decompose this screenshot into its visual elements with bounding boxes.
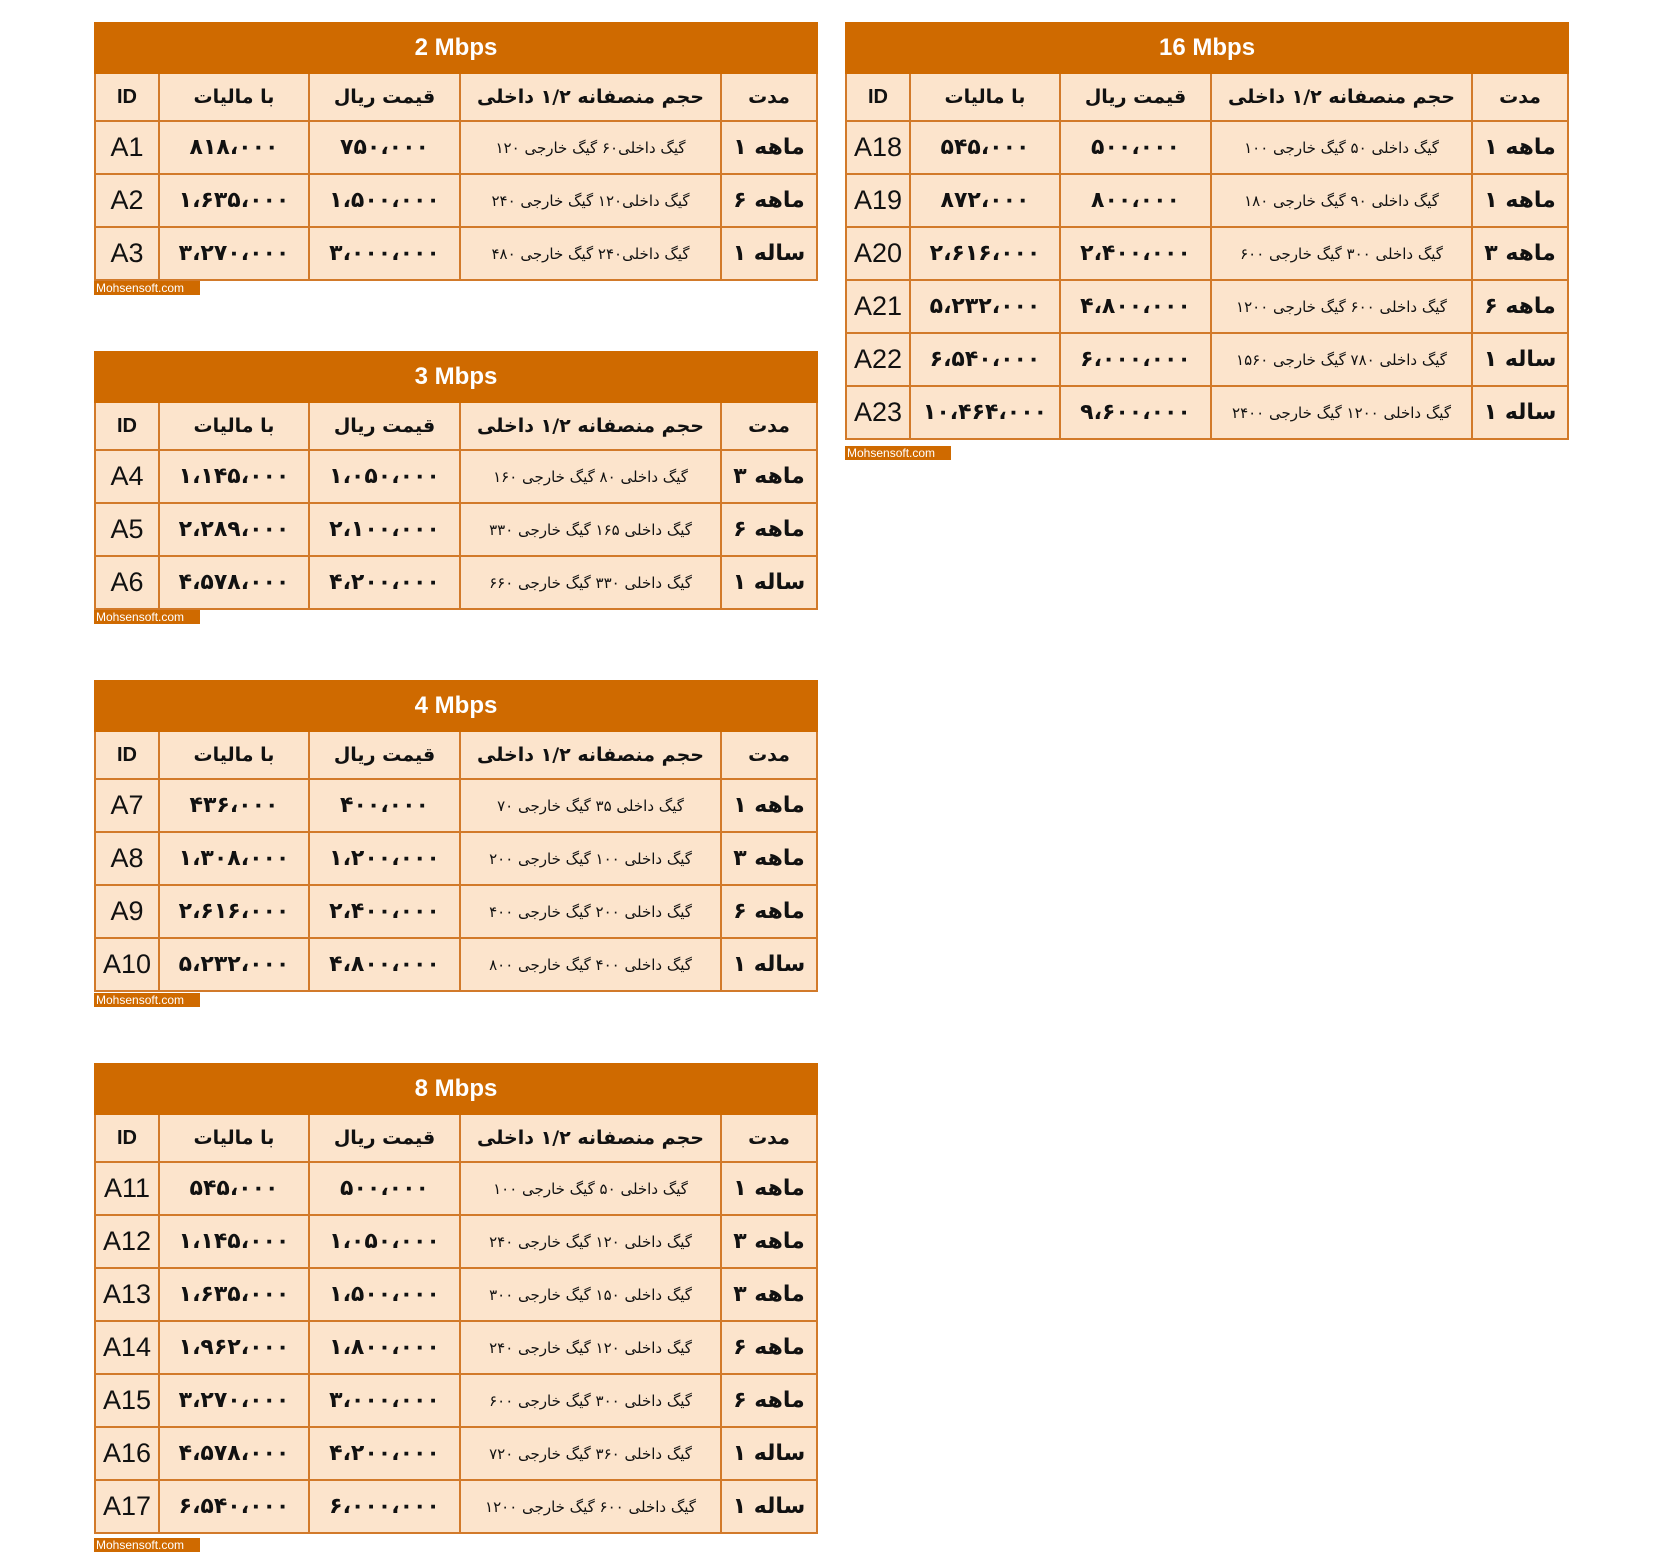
header-with-tax: با مالیات [159,73,309,121]
cell-id: A6 [95,556,159,609]
cell-price: ۷۵۰،۰۰۰ [309,121,460,174]
cell-duration: ۶ ماهه [721,1321,817,1374]
table-title: 8 Mbps [95,1064,817,1114]
table-row [95,885,817,938]
cell-duration: ۱ ماهه [1472,121,1568,174]
table-title: 4 Mbps [95,681,817,731]
cell-with-tax: ۱،۱۴۵،۰۰۰ [159,1215,309,1268]
cell-volume: ۷۰ گیگ داخلی ۳۵ گیگ خارجی [460,779,721,832]
cell-volume: ۱۲۰۰ گیگ داخلی ۶۰۰ گیگ خارجی [460,1480,721,1533]
header-fair-volume: حجم منصفانه ۱/۲ داخلی [460,731,721,779]
cell-price: ۹،۶۰۰،۰۰۰ [1060,386,1211,439]
table-row [95,779,817,832]
table-row [95,832,817,885]
cell-with-tax: ۲،۶۱۶،۰۰۰ [159,885,309,938]
cell-duration: ۱ ساله [1472,333,1568,386]
table-row [846,121,1568,174]
cell-price: ۶،۰۰۰،۰۰۰ [1060,333,1211,386]
cell-price: ۱،۰۵۰،۰۰۰ [309,450,460,503]
table-row [95,1215,817,1268]
header-with-tax: با مالیات [159,402,309,450]
cell-volume: ۱۲۰ گیگ داخلی۶۰ گیگ خارجی [460,121,721,174]
cell-with-tax: ۱۰،۴۶۴،۰۰۰ [910,386,1060,439]
cell-duration: ۶ ماهه [721,174,817,227]
cell-with-tax: ۵۴۵،۰۰۰ [910,121,1060,174]
cell-duration: ۳ ماهه [721,832,817,885]
cell-price: ۴،۸۰۰،۰۰۰ [309,938,460,991]
cell-price: ۴۰۰،۰۰۰ [309,779,460,832]
cell-price: ۲،۴۰۰،۰۰۰ [309,885,460,938]
cell-id: A5 [95,503,159,556]
cell-id: A8 [95,832,159,885]
cell-with-tax: ۵،۲۳۲،۰۰۰ [159,938,309,991]
cell-id: A4 [95,450,159,503]
cell-id: A21 [846,280,910,333]
cell-id: A11 [95,1162,159,1215]
cell-volume: ۳۰۰ گیگ داخلی ۱۵۰ گیگ خارجی [460,1268,721,1321]
cell-id: A10 [95,938,159,991]
cell-price: ۶،۰۰۰،۰۰۰ [309,1480,460,1533]
header-price-rial: قیمت ریال [309,1114,460,1162]
plan-table-3mbps [94,351,818,610]
table-row [95,227,817,280]
cell-price: ۴،۲۰۰،۰۰۰ [309,556,460,609]
cell-id: A3 [95,227,159,280]
cell-volume: ۸۰۰ گیگ داخلی ۴۰۰ گیگ خارجی [460,938,721,991]
cell-with-tax: ۱،۶۳۵،۰۰۰ [159,1268,309,1321]
cell-volume: ۱۵۶۰ گیگ داخلی ۷۸۰ گیگ خارجی [1211,333,1472,386]
table-row [846,333,1568,386]
cell-volume: ۶۶۰ گیگ داخلی ۳۳۰ گیگ خارجی [460,556,721,609]
cell-price: ۵۰۰،۰۰۰ [1060,121,1211,174]
cell-volume: ۷۲۰ گیگ داخلی ۳۶۰ گیگ خارجی [460,1427,721,1480]
table-row [95,503,817,556]
header-fair-volume: حجم منصفانه ۱/۲ داخلی [1211,73,1472,121]
header-fair-volume: حجم منصفانه ۱/۲ داخلی [460,1114,721,1162]
table-title: 16 Mbps [846,23,1568,73]
cell-id: A19 [846,174,910,227]
header-duration: مدت [721,73,817,121]
table-row [95,1374,817,1427]
cell-price: ۲،۱۰۰،۰۰۰ [309,503,460,556]
cell-price: ۱،۲۰۰،۰۰۰ [309,832,460,885]
plan-table-8mbps [94,1063,818,1534]
cell-duration: ۶ ماهه [721,1374,817,1427]
table-row [95,1268,817,1321]
cell-with-tax: ۱،۳۰۸،۰۰۰ [159,832,309,885]
cell-price: ۴،۲۰۰،۰۰۰ [309,1427,460,1480]
header-duration: مدت [1472,73,1568,121]
cell-with-tax: ۳،۲۷۰،۰۰۰ [159,227,309,280]
cell-volume: ۱۰۰ گیگ داخلی ۵۰ گیگ خارجی [1211,121,1472,174]
cell-with-tax: ۱،۶۳۵،۰۰۰ [159,174,309,227]
cell-with-tax: ۸۷۲،۰۰۰ [910,174,1060,227]
cell-id: A7 [95,779,159,832]
header-with-tax: با مالیات [910,73,1060,121]
cell-id: A14 [95,1321,159,1374]
table-row [95,450,817,503]
cell-duration: ۱ ساله [721,556,817,609]
cell-with-tax: ۱،۱۴۵،۰۰۰ [159,450,309,503]
cell-id: A16 [95,1427,159,1480]
cell-with-tax: ۱،۹۶۲،۰۰۰ [159,1321,309,1374]
header-duration: مدت [721,731,817,779]
cell-duration: ۱ ساله [721,1427,817,1480]
cell-with-tax: ۶،۵۴۰،۰۰۰ [159,1480,309,1533]
cell-price: ۳،۰۰۰،۰۰۰ [309,1374,460,1427]
cell-id: A1 [95,121,159,174]
cell-volume: ۶۰۰ گیگ داخلی ۳۰۰ گیگ خارجی [460,1374,721,1427]
plan-table-16mbps [845,22,1569,440]
cell-duration: ۳ ماهه [721,450,817,503]
cell-volume: ۲۴۰ گیگ داخلی ۱۲۰ گیگ خارجی [460,1215,721,1268]
cell-with-tax: ۵۴۵،۰۰۰ [159,1162,309,1215]
cell-with-tax: ۵،۲۳۲،۰۰۰ [910,280,1060,333]
table-row [95,1480,817,1533]
cell-id: A15 [95,1374,159,1427]
header-id: ID [95,1114,159,1162]
header-id: ID [95,731,159,779]
cell-id: A22 [846,333,910,386]
table-row [846,386,1568,439]
cell-volume: ۳۳۰ گیگ داخلی ۱۶۵ گیگ خارجی [460,503,721,556]
header-id: ID [846,73,910,121]
watermark-label: Mohsensoft.com [94,1538,200,1552]
cell-duration: ۳ ماهه [721,1268,817,1321]
cell-with-tax: ۴،۵۷۸،۰۰۰ [159,556,309,609]
table-row [95,174,817,227]
cell-volume: ۱۶۰ گیگ داخلی ۸۰ گیگ خارجی [460,450,721,503]
table-title: 2 Mbps [95,23,817,73]
cell-volume: ۲۰۰ گیگ داخلی ۱۰۰ گیگ خارجی [460,832,721,885]
watermark-label: Mohsensoft.com [94,993,200,1007]
cell-with-tax: ۲،۶۱۶،۰۰۰ [910,227,1060,280]
cell-duration: ۳ ماهه [721,1215,817,1268]
cell-with-tax: ۴۳۶،۰۰۰ [159,779,309,832]
header-fair-volume: حجم منصفانه ۱/۲ داخلی [460,402,721,450]
header-duration: مدت [721,402,817,450]
cell-with-tax: ۶،۵۴۰،۰۰۰ [910,333,1060,386]
header-price-rial: قیمت ریال [1060,73,1211,121]
cell-volume: ۴۰۰ گیگ داخلی ۲۰۰ گیگ خارجی [460,885,721,938]
cell-with-tax: ۳،۲۷۰،۰۰۰ [159,1374,309,1427]
cell-price: ۲،۴۰۰،۰۰۰ [1060,227,1211,280]
cell-price: ۴،۸۰۰،۰۰۰ [1060,280,1211,333]
cell-with-tax: ۴،۵۷۸،۰۰۰ [159,1427,309,1480]
table-row [846,227,1568,280]
cell-price: ۱،۸۰۰،۰۰۰ [309,1321,460,1374]
cell-volume: ۶۰۰ گیگ داخلی ۳۰۰ گیگ خارجی [1211,227,1472,280]
table-row [95,121,817,174]
cell-volume: ۲۴۰ گیگ داخلی ۱۲۰ گیگ خارجی [460,1321,721,1374]
cell-id: A9 [95,885,159,938]
cell-id: A12 [95,1215,159,1268]
cell-duration: ۱ ماهه [721,779,817,832]
cell-with-tax: ۸۱۸،۰۰۰ [159,121,309,174]
cell-price: ۵۰۰،۰۰۰ [309,1162,460,1215]
cell-id: A13 [95,1268,159,1321]
cell-id: A18 [846,121,910,174]
cell-duration: ۱ ساله [1472,386,1568,439]
cell-duration: ۶ ماهه [721,503,817,556]
header-fair-volume: حجم منصفانه ۱/۲ داخلی [460,73,721,121]
table-row [846,280,1568,333]
cell-volume: ۴۸۰ گیگ داخلی۲۴۰ گیگ خارجی [460,227,721,280]
cell-volume: ۲۴۰۰ گیگ داخلی ۱۲۰۰ گیگ خارجی [1211,386,1472,439]
cell-with-tax: ۲،۲۸۹،۰۰۰ [159,503,309,556]
cell-duration: ۱ ماهه [721,121,817,174]
plan-table-2mbps [94,22,818,281]
cell-volume: ۱۲۰۰ گیگ داخلی ۶۰۰ گیگ خارجی [1211,280,1472,333]
cell-duration: ۱ ساله [721,938,817,991]
table-row [846,174,1568,227]
plan-table-4mbps [94,680,818,992]
header-with-tax: با مالیات [159,731,309,779]
cell-price: ۱،۵۰۰،۰۰۰ [309,1268,460,1321]
watermark-label: Mohsensoft.com [94,281,200,295]
cell-duration: ۱ ساله [721,227,817,280]
cell-duration: ۶ ماهه [1472,280,1568,333]
cell-price: ۳،۰۰۰،۰۰۰ [309,227,460,280]
cell-duration: ۱ ساله [721,1480,817,1533]
table-row [95,1427,817,1480]
cell-volume: ۱۰۰ گیگ داخلی ۵۰ گیگ خارجی [460,1162,721,1215]
cell-duration: ۱ ماهه [1472,174,1568,227]
cell-volume: ۱۸۰ گیگ داخلی ۹۰ گیگ خارجی [1211,174,1472,227]
header-id: ID [95,402,159,450]
cell-duration: ۳ ماهه [1472,227,1568,280]
cell-price: ۱،۵۰۰،۰۰۰ [309,174,460,227]
cell-duration: ۱ ماهه [721,1162,817,1215]
cell-id: A2 [95,174,159,227]
header-with-tax: با مالیات [159,1114,309,1162]
header-price-rial: قیمت ریال [309,73,460,121]
header-price-rial: قیمت ریال [309,402,460,450]
table-row [95,1321,817,1374]
watermark-label: Mohsensoft.com [94,610,200,624]
cell-price: ۸۰۰،۰۰۰ [1060,174,1211,227]
cell-id: A17 [95,1480,159,1533]
header-price-rial: قیمت ریال [309,731,460,779]
table-row [95,556,817,609]
table-row [95,1162,817,1215]
cell-id: A20 [846,227,910,280]
cell-price: ۱،۰۵۰،۰۰۰ [309,1215,460,1268]
header-id: ID [95,73,159,121]
cell-duration: ۶ ماهه [721,885,817,938]
cell-id: A23 [846,386,910,439]
watermark-label: Mohsensoft.com [845,446,951,460]
cell-volume: ۲۴۰ گیگ داخلی۱۲۰ گیگ خارجی [460,174,721,227]
table-title: 3 Mbps [95,352,817,402]
table-row [95,938,817,991]
header-duration: مدت [721,1114,817,1162]
